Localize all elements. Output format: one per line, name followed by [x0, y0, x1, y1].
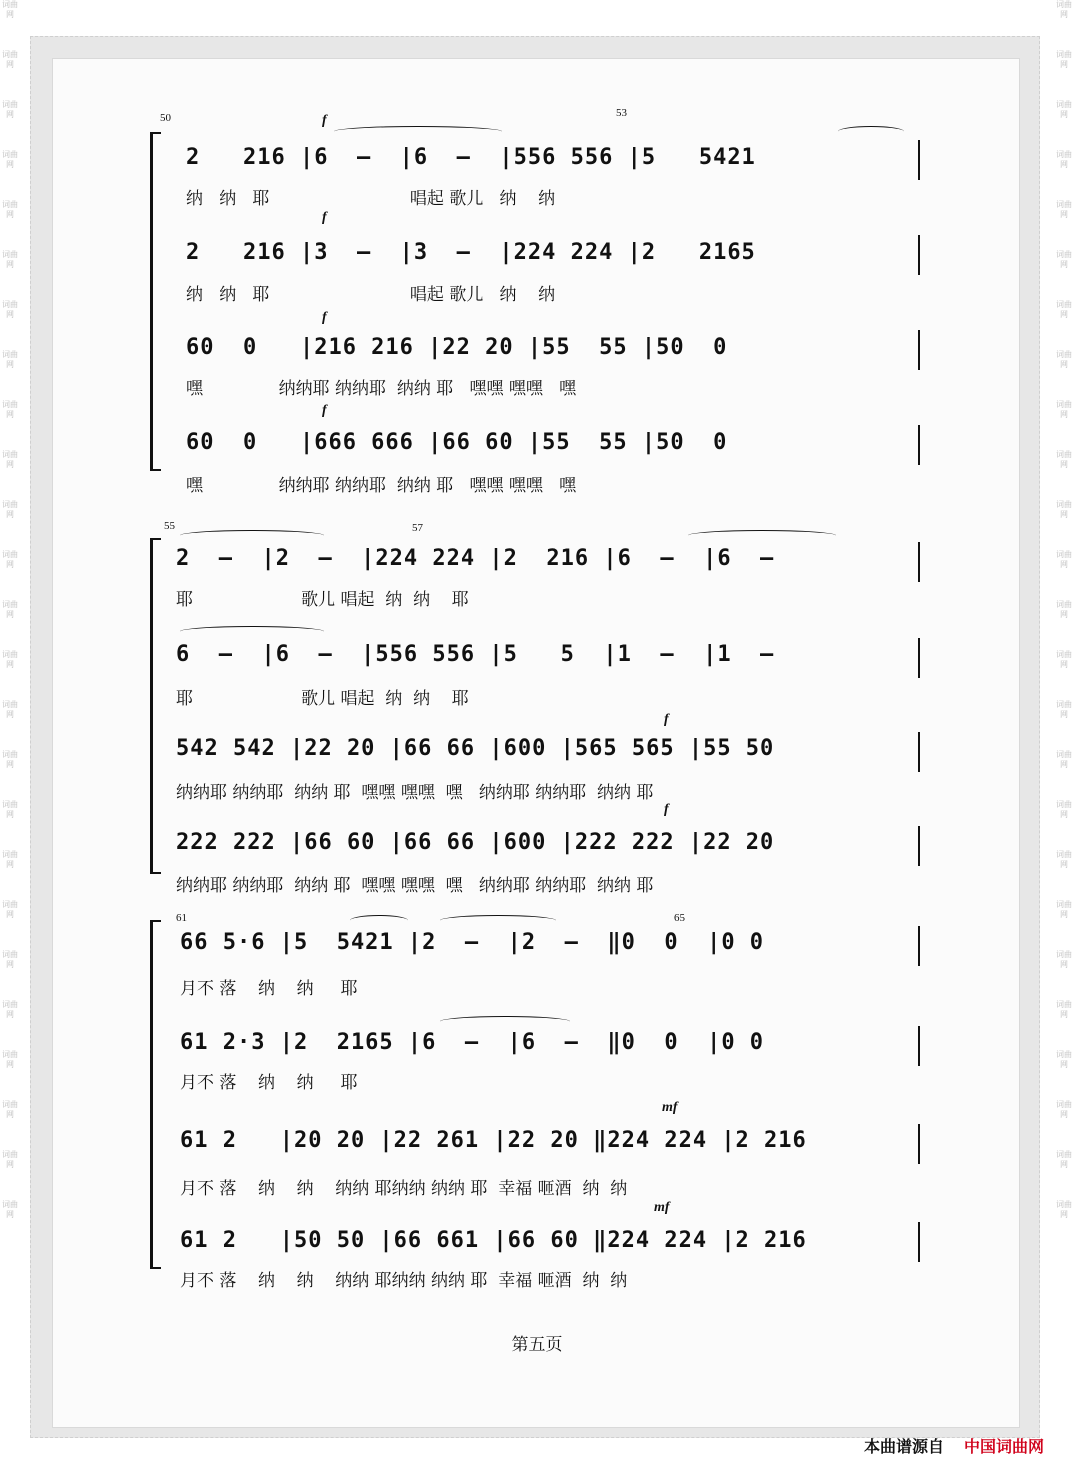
watermark: 词曲网	[2, 800, 18, 819]
staff-notes: 66 5·6 |5 5421 |2 – |2 – ‖0 0 |0 0	[180, 930, 765, 955]
staff-notes: 222 222 |66 60 |66 66 |600 |222 222 |22 20	[176, 830, 775, 855]
staff-lyrics: 月不 落 纳 纳 耶	[180, 979, 358, 999]
watermark: 词曲网	[1056, 850, 1072, 869]
measure-number: 53	[616, 107, 627, 119]
watermark: 词曲网	[2, 300, 18, 319]
slur-mark	[350, 915, 408, 926]
watermark: 词曲网	[1056, 500, 1072, 519]
slur-mark	[838, 126, 904, 137]
watermark: 词曲网	[1056, 700, 1072, 719]
watermark: 词曲网	[1056, 200, 1072, 219]
watermark: 词曲网	[2, 400, 18, 419]
watermark: 词曲网	[1056, 900, 1072, 919]
system-brace	[150, 132, 161, 471]
barline	[918, 926, 920, 966]
dynamic-marking: f	[322, 403, 327, 418]
watermark: 词曲网	[2, 850, 18, 869]
measure-number: 61	[176, 912, 187, 924]
staff-lyrics: 嘿 纳纳耶 纳纳耶 纳纳 耶 嘿嘿 嘿嘿 嘿	[186, 476, 577, 496]
watermark: 词曲网	[1056, 150, 1072, 169]
measure-number: 57	[412, 522, 423, 534]
watermark: 词曲网	[2, 0, 18, 19]
watermark: 词曲网	[2, 100, 18, 119]
watermark: 词曲网	[2, 200, 18, 219]
staff-notes: 2 – |2 – |224 224 |2 216 |6 – |6 –	[176, 546, 775, 571]
dynamic-marking: mf	[654, 1200, 670, 1215]
staff-notes: 542 542 |22 20 |66 66 |600 |565 565 |55 50	[176, 736, 775, 761]
staff-lyrics: 纳 纳 耶 唱起 歌儿 纳 纳	[186, 189, 556, 209]
staff-lyrics: 耶 歌儿 唱起 纳 纳 耶	[176, 689, 469, 709]
watermark: 词曲网	[2, 900, 18, 919]
measure-number: 50	[160, 112, 171, 124]
watermark: 词曲网	[1056, 1050, 1072, 1069]
watermark: 词曲网	[2, 450, 18, 469]
watermark: 词曲网	[2, 350, 18, 369]
staff-notes: 61 2 |20 20 |22 261 |22 20 ‖224 224 |2 216	[180, 1128, 807, 1153]
watermark: 词曲网	[2, 750, 18, 769]
barline	[918, 235, 920, 275]
watermark: 词曲网	[1056, 1200, 1072, 1219]
watermark: 词曲网	[1056, 800, 1072, 819]
watermark: 词曲网	[1056, 950, 1072, 969]
barline	[918, 1124, 920, 1164]
credit-site-link[interactable]: 中国词曲网	[963, 1437, 1044, 1456]
watermark: 词曲网	[2, 1150, 18, 1169]
watermark: 词曲网	[1056, 650, 1072, 669]
tie-mark	[180, 530, 324, 541]
right-watermark-strip	[1054, 0, 1074, 1483]
barline	[918, 638, 920, 678]
staff-notes: 60 0 |216 216 |22 20 |55 55 |50 0	[186, 335, 728, 360]
dynamic-marking: f	[322, 113, 327, 128]
watermark: 词曲网	[1056, 0, 1072, 19]
barline	[918, 542, 920, 582]
staff-lyrics: 纳 纳 耶 唱起 歌儿 纳 纳	[186, 285, 556, 305]
staff-notes: 6 – |6 – |556 556 |5 5 |1 – |1 –	[176, 642, 775, 667]
measure-number: 65	[674, 912, 685, 924]
watermark: 词曲网	[2, 1050, 18, 1069]
staff-lyrics: 嘿 纳纳耶 纳纳耶 纳纳 耶 嘿嘿 嘿嘿 嘿	[186, 379, 577, 399]
tie-mark	[180, 626, 324, 637]
watermark: 词曲网	[1056, 450, 1072, 469]
dynamic-marking: f	[664, 712, 669, 727]
watermark: 词曲网	[1056, 300, 1072, 319]
watermark: 词曲网	[2, 1000, 18, 1019]
watermark: 词曲网	[1056, 1150, 1072, 1169]
staff-lyrics: 纳纳耶 纳纳耶 纳纳 耶 嘿嘿 嘿嘿 嘿 纳纳耶 纳纳耶 纳纳 耶	[176, 783, 654, 803]
watermark: 词曲网	[2, 150, 18, 169]
watermark: 词曲网	[1056, 750, 1072, 769]
dynamic-marking: mf	[662, 1100, 678, 1115]
staff-lyrics: 月不 落 纳 纳 纳纳 耶纳纳 纳纳 耶 幸福 咂酒 纳 纳	[180, 1179, 628, 1199]
staff-lyrics: 月不 落 纳 纳 纳纳 耶纳纳 纳纳 耶 幸福 咂酒 纳 纳	[180, 1271, 628, 1291]
watermark: 词曲网	[1056, 250, 1072, 269]
watermark: 词曲网	[2, 950, 18, 969]
barline	[918, 732, 920, 772]
watermark: 词曲网	[2, 550, 18, 569]
source-credit	[864, 1434, 1044, 1457]
barline	[918, 1222, 920, 1262]
tie-mark	[440, 915, 556, 926]
staff-notes: 2 216 |3 – |3 – |224 224 |2 2165	[186, 240, 756, 265]
credit-prefix: 本曲谱源自	[863, 1437, 944, 1456]
tie-mark	[440, 1016, 570, 1027]
watermark: 词曲网	[2, 500, 18, 519]
system-brace	[150, 920, 161, 1269]
watermark: 词曲网	[2, 700, 18, 719]
staff-lyrics: 纳纳耶 纳纳耶 纳纳 耶 嘿嘿 嘿嘿 嘿 纳纳耶 纳纳耶 纳纳 耶	[176, 876, 654, 896]
barline	[918, 425, 920, 465]
staff-notes: 60 0 |666 666 |66 60 |55 55 |50 0	[186, 430, 728, 455]
watermark: 词曲网	[1056, 100, 1072, 119]
tie-mark	[334, 126, 502, 137]
system-brace	[150, 538, 161, 874]
page-number: 第五页	[511, 1335, 563, 1354]
watermark: 词曲网	[1056, 350, 1072, 369]
watermark: 词曲网	[2, 1100, 18, 1119]
watermark: 词曲网	[2, 650, 18, 669]
dynamic-marking: f	[322, 210, 327, 225]
left-watermark-strip	[0, 0, 20, 1483]
watermark: 词曲网	[2, 50, 18, 69]
watermark: 词曲网	[1056, 600, 1072, 619]
staff-notes: 2 216 |6 – |6 – |556 556 |5 5421	[186, 145, 756, 170]
dynamic-marking: f	[664, 802, 669, 817]
watermark: 词曲网	[2, 250, 18, 269]
barline	[918, 140, 920, 180]
watermark: 词曲网	[2, 600, 18, 619]
watermark: 词曲网	[1056, 1000, 1072, 1019]
watermark: 词曲网	[1056, 550, 1072, 569]
staff-lyrics: 耶 歌儿 唱起 纳 纳 耶	[176, 590, 469, 610]
watermark: 词曲网	[1056, 400, 1072, 419]
watermark: 词曲网	[1056, 50, 1072, 69]
barline	[918, 1026, 920, 1066]
measure-number: 55	[164, 520, 175, 532]
staff-notes: 61 2·3 |2 2165 |6 – |6 – ‖0 0 |0 0	[180, 1030, 765, 1055]
barline	[918, 826, 920, 866]
watermark: 词曲网	[1056, 1100, 1072, 1119]
tie-mark	[688, 530, 836, 541]
barline	[918, 330, 920, 370]
watermark: 词曲网	[2, 1200, 18, 1219]
staff-lyrics: 月不 落 纳 纳 耶	[180, 1073, 358, 1093]
staff-notes: 61 2 |50 50 |66 661 |66 60 ‖224 224 |2 216	[180, 1228, 807, 1253]
dynamic-marking: f	[322, 310, 327, 325]
